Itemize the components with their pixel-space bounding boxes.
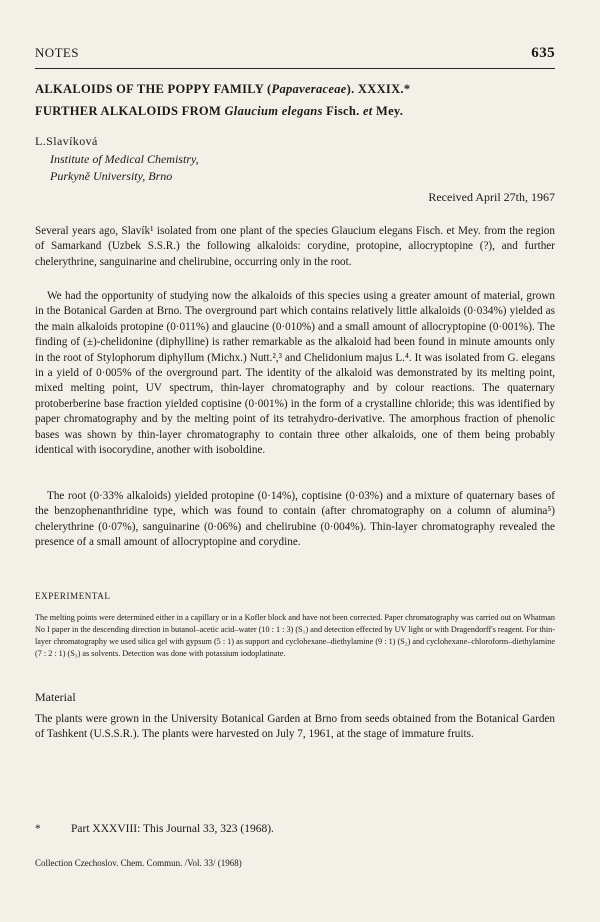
header-rule xyxy=(35,68,555,69)
experimental-heading: EXPERIMENTAL xyxy=(35,591,111,601)
material-heading: Material xyxy=(35,690,76,704)
author-name: L.Slavíková xyxy=(35,134,98,148)
institution-line2: Purkyně University, Brno xyxy=(50,169,173,183)
running-header xyxy=(35,45,555,62)
footnote-mark: * xyxy=(35,823,41,835)
body-paragraph-2: We had the opportunity of studying now the alkaloids of this species using a greater amount of material, grown in the Botanical Garden at Brno. The overground part which contains relatively little alkaloids (0·034%) yielded as the main alkaloids protopine (0·011%) and glaucine (0·010%) and a small amount of allocryptopine (0·001%). The finding of (±)-chelidonine (diphylline) is rather remarkable as the alkaloid had been found in minute amounts only in the root of Stylophorum diphyllum (Michx.) Nutt.²,³ and Chelidonium majus L.⁴. It was isolated from G. elegans in a yield of 0·005% of the overground part. The identity of the alkaloid was demonstrated by its melting point, mixed melting point, UV spectrum, thin-layer chromatography and by colour reactions. The quaternary protoberberine base fraction yielded coptisine (0·001%) in the form of a crystalline chloride; this was identified by paper chromatography and by the melting point of its tetrahydro-derivative. The amorphous fraction of phenolic bases was shown by thin-layer chromatography to contain three other alkaloids, one of them being probably identical with isocorydine, another with isoboldine. xyxy=(35,290,555,457)
article-title-line2: FURTHER ALKALOIDS FROM Glaucium elegans Fisch. et Mey. xyxy=(35,104,404,118)
material-text: The plants were grown in the University Botanical Garden at Brno from seeds obtained from the Botanical Garden of Tashkent (U.S.S.R.). The plants were harvested on July 7, 1961, at the stage of immature fruits. xyxy=(35,713,555,741)
body-paragraph-1: Several years ago, Slavík¹ isolated from one plant of the species Glaucium elegans Fisch. et Mey. from the region of Samarkand (Uzbek S.S.R.) the following alkaloids: corydine, protopine, allocryptopine (?), and further chelerythrine, sanguinarine and chelirubine, occurring only in the root. xyxy=(35,225,555,268)
page-number: 635 xyxy=(531,45,555,61)
experimental-text: The melting points were determined either in a capillary or in a Kofler block and have not been corrected. Paper chromatography was carried out on Whatman No I paper in the descending direction in butanol–acetic acid–water (10 : 1 : 3) (S₁) and detection effected by UV light or with Dragendorff's reagent. For thin-layer chromatography we used silica gel with gypsum (5 : 1) as support and cyclohexane–diethylamine (9 : 1) (S₂) and cyclohexane–chloroform–diethylamine (7 : 2 : 1) (S₃) as solvents. Detection was done with potassium iodoplatinate. xyxy=(35,613,555,658)
article-title-line1: ALKALOIDS OF THE POPPY FAMILY (Papaveraceae). XXXIX.* xyxy=(35,82,411,96)
footnote-text: Part XXXVIII: This Journal 33, 323 (1968). xyxy=(71,823,274,835)
received-date: Received April 27th, 1967 xyxy=(428,190,555,204)
institution-line1: Institute of Medical Chemistry, xyxy=(50,152,199,166)
body-paragraph-3: The root (0·33% alkaloids) yielded protopine (0·14%), coptisine (0·03%) and a mixture of quaternary bases of the benzophenanthridine type, which was found to contain (after chromatography on a column of alumina⁵) chelerythrine (0·07%), sanguinarine (0·06%) and chelirubine (0·004%). Thin-layer chromatography revealed the presence of a small amount of allocryptopine and corydine. xyxy=(35,490,555,549)
footnote xyxy=(35,823,274,835)
journal-footer: Collection Czechoslov. Chem. Commun. /Vol. 33/ (1968) xyxy=(35,858,242,868)
section-label: NOTES xyxy=(35,45,79,60)
